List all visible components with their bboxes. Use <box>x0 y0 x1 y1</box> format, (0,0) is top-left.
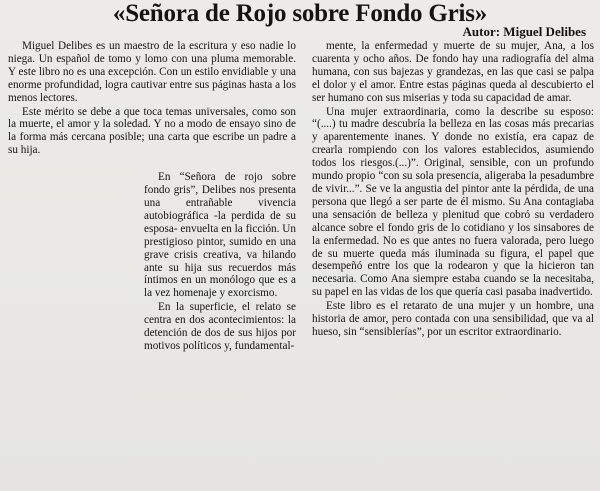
left-column <box>8 40 296 488</box>
paragraph: Este mérito se debe a que toca temas universales, como son la muerte, el amor y la soledad. Y no a modo de ensayo sino de la forma más cercana posible; una carta que escribe un padre a su hija. <box>8 105 296 157</box>
article-author: Autor: Miguel Delibes <box>462 24 586 39</box>
paragraph: En “Señora de rojo sobre fondo gris”, Delibes nos presenta una entrañable vivencia autobiográfica -la perdida de su esposa- envuelta en la ficción. Un prestigioso pintor, sumido en una grave crisis creativa, va hilando ante su hija sus recuerdos más íntimos en un monólogo que es a la vez homenaje y exorcismo. <box>144 171 296 300</box>
right-column <box>312 40 594 488</box>
article-title: «Señora de Rojo sobre Fondo Gris» <box>112 0 488 27</box>
spacer <box>8 157 296 171</box>
paragraph: En la superficie, el relato se centra en dos acontecimientos: la detención de dos de sus hijos por motivos políticos y, fundamental- <box>144 301 296 352</box>
paragraph: Miguel Delibes es un maestro de la escritura y eso nadie lo niega. Un español de tomo y lomo con una pluma memorable. Y este libro no es una excepción. Con un estilo envidiable y una enorme profundidad, logra cautivar entre sus páginas hasta a los menos lectores. <box>8 40 296 104</box>
paragraph: Una mujer extraordinaria, como la describe su esposo: “(....) tu madre descubría la belleza en las cosas más precarias y aparentemente inanes. Y donde no existía, era capaz de crearla rompiendo con los valores establecidos, asumiendo todos los riesgos.(...)”. Original, sensible, con un profundo mundo propio “con su sola presencia, aligeraba la pesadumbre de vivir...”. Se ve la angustia del pintor ante la pérdida, de una persona que llegó a ser parte de él mismo. Su Ana contagiaba una sensación de belleza y plenitud que cobró su verdadero alcance sobre el fondo gris de lo cotidiano y los sinsabores de la enfermedad. No es que antes no fuera valorada, pero luego de su muerte queda más iluminada su figura, el papel que desempeñó entre los que la rodearon y que la hicieron tan necesaria. Como Ana siempre estaba cuando se la necesitaba, su papel en las vidas de los que quería casi pasaba inadvertido. <box>312 105 594 299</box>
paragraph: Este libro es el retarato de una mujer y un hombre, una historia de amor, pero contada con una sensibilidad, que va al hueso, sin “sensiblerías”, por un escritor extraordinario. <box>312 300 594 338</box>
paragraph: mente, la enfermedad y muerte de su mujer, Ana, a los cuarenta y ocho años. De fondo hay una radiografía del alma humana, con sus bajezas y grandezas, en las que casi se palpa el dolor y el amor. Entre estas páginas queda al descubierto el ser humano con sus miserias y toda su capacidad de amar. <box>312 40 594 104</box>
image-placeholder <box>8 171 144 392</box>
